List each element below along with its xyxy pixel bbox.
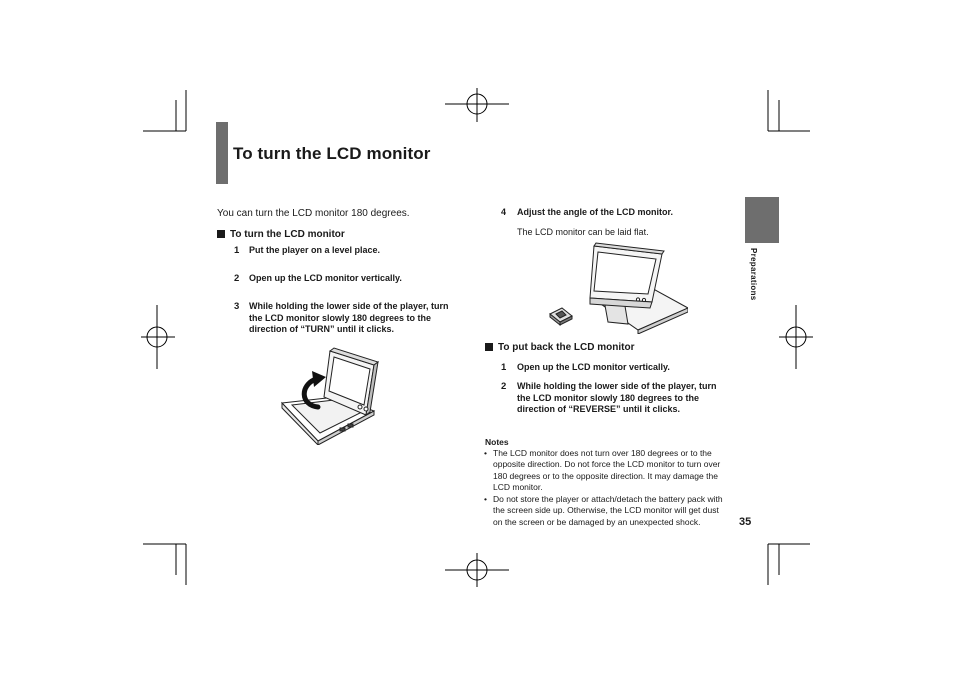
left-section-heading: [217, 229, 345, 240]
note-line: Do not store the player or attach/detach the battery pack with: [493, 494, 723, 504]
title-accent-bar: [216, 122, 228, 184]
step-text: Adjust the angle of the LCD monitor.: [517, 207, 673, 217]
step-text: Open up the LCD monitor vertically.: [517, 362, 670, 372]
page-number: 35: [739, 516, 752, 528]
right-section-heading: [485, 342, 634, 353]
step-text: Put the player on a level place.: [249, 245, 381, 255]
step-line: direction of “TURN” until it clicks.: [249, 324, 395, 334]
step-line: direction of “REVERSE” until it clicks.: [517, 404, 681, 414]
step-text: [517, 381, 742, 416]
step-text: Open up the LCD monitor vertically.: [249, 273, 402, 283]
note-line: The LCD monitor does not turn over 180 degrees or to the: [493, 448, 712, 458]
notes-heading: Notes: [485, 437, 509, 447]
step-number: 3: [234, 301, 240, 312]
step-line: While holding the lower side of the player, turn: [517, 381, 717, 391]
step-number: 2: [234, 273, 240, 284]
step-number: 1: [501, 362, 507, 373]
step-subtext: The LCD monitor can be laid flat.: [517, 227, 649, 237]
bullet-icon: •: [484, 448, 487, 458]
intro-text: You can turn the LCD monitor 180 degrees.: [217, 208, 410, 219]
step-number: 1: [234, 245, 240, 256]
square-bullet-icon: [485, 343, 493, 351]
turn-monitor-illustration: [278, 345, 384, 445]
step-line: the LCD monitor slowly 180 degrees to the: [249, 312, 432, 323]
square-bullet-icon: [217, 230, 225, 238]
step-text: [249, 301, 474, 336]
step-number: 4: [501, 207, 507, 217]
note-line: 180 degrees or to the opposite direction. It may damage the: [493, 470, 718, 481]
remote-control-illustration: [550, 308, 572, 325]
section-tab-label: Preparations: [749, 248, 758, 301]
note-item: [484, 494, 739, 528]
step-number: 2: [501, 381, 507, 392]
note-line: the screen side up. Otherwise, the LCD monitor will get dust: [493, 505, 719, 516]
right-heading-text: To put back the LCD monitor: [498, 342, 635, 353]
page-title: To turn the LCD monitor: [233, 144, 431, 163]
step-line: the LCD monitor slowly 180 degrees to the: [517, 392, 700, 403]
step-line: While holding the lower side of the player, turn: [249, 301, 449, 311]
note-item: [484, 448, 739, 493]
left-heading-text: To turn the LCD monitor: [230, 229, 345, 240]
note-line: LCD monitor.: [493, 481, 543, 492]
bullet-icon: •: [484, 494, 487, 504]
note-line: on the screen or be damaged by an unexpected shock.: [493, 516, 701, 527]
note-line: opposite direction. Do not force the LCD monitor to turn over: [493, 459, 721, 470]
flat-monitor-illustration: [548, 242, 688, 334]
section-tab: [745, 197, 779, 243]
